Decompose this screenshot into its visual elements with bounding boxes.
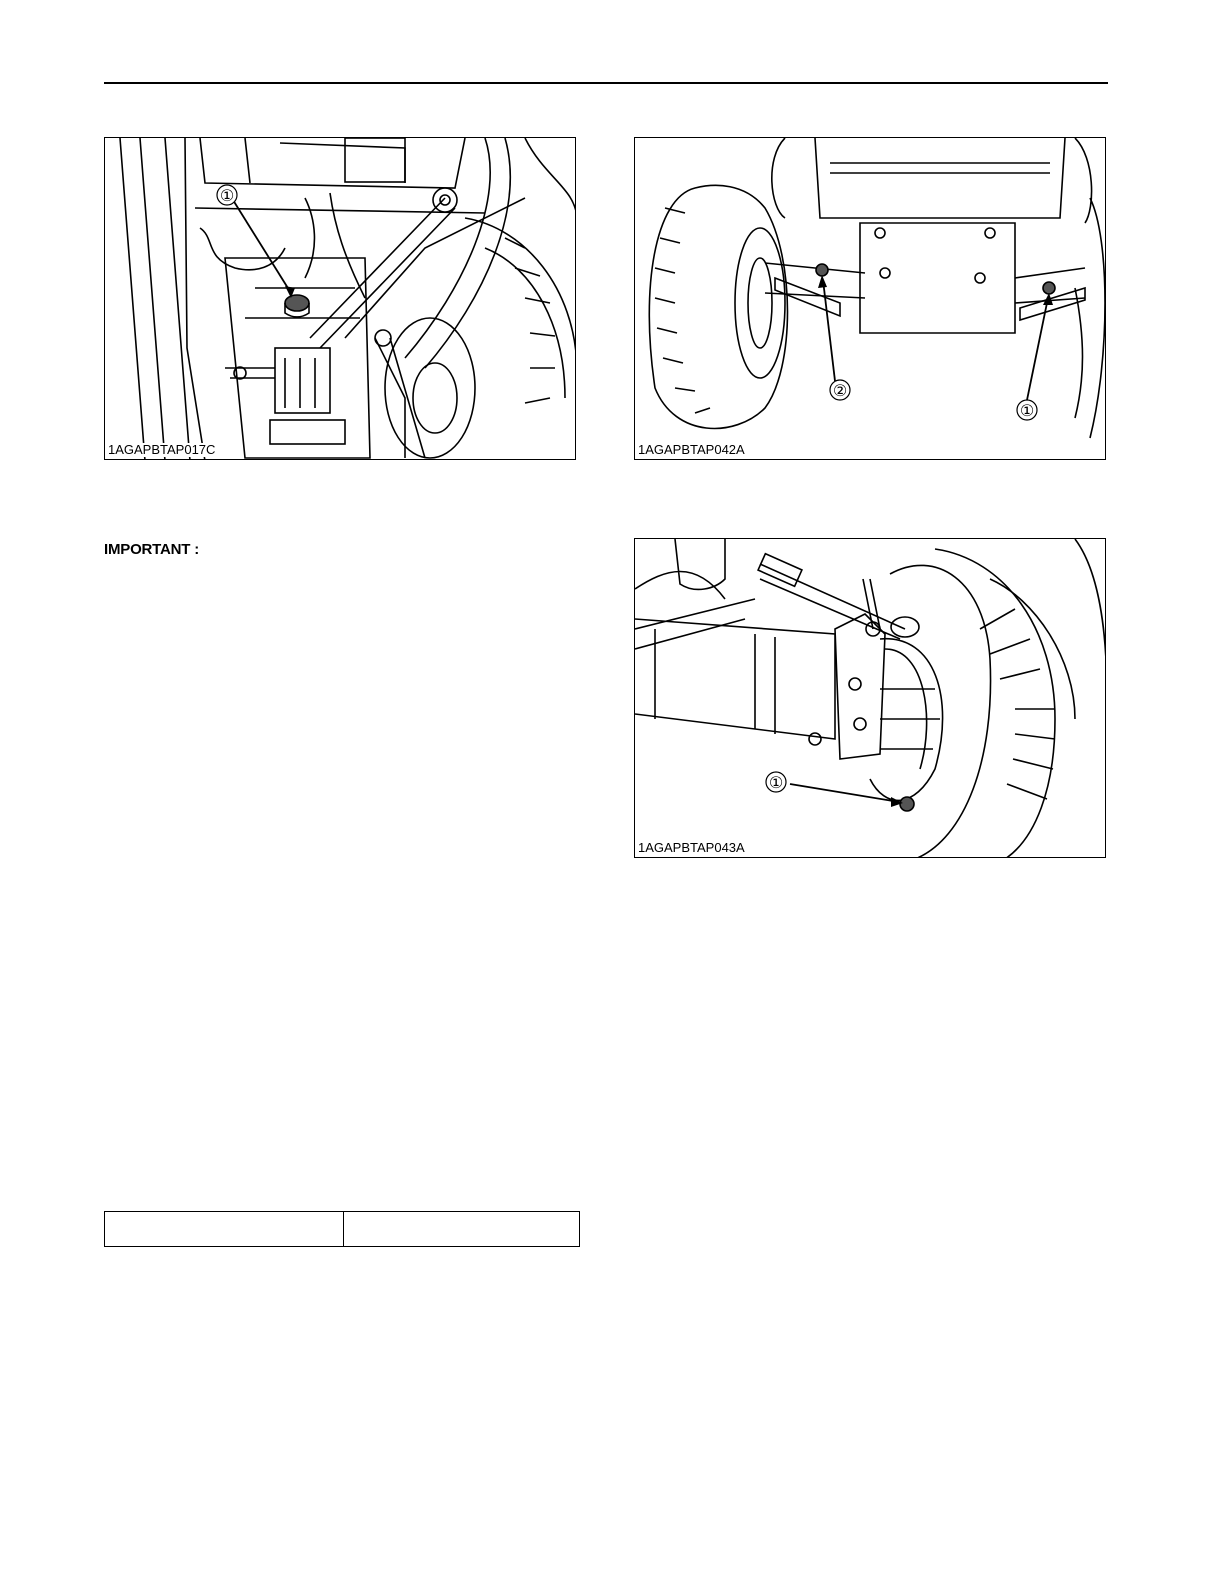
figure-transmission-fill-plug — [104, 137, 576, 460]
figure-code: 1AGAPBTAP043A — [638, 840, 745, 855]
header-rule — [104, 82, 1108, 84]
table-cell — [105, 1212, 344, 1247]
figure-code: 1AGAPBTAP017C — [108, 442, 216, 457]
transmission-illustration — [105, 138, 576, 460]
callout-1: ① — [1019, 401, 1035, 420]
spec-table — [104, 1211, 580, 1247]
gear-case-illustration — [635, 539, 1106, 858]
table-cell — [344, 1212, 580, 1247]
callout-2: ② — [832, 381, 848, 400]
table-row — [105, 1212, 580, 1247]
front-axle-illustration — [635, 138, 1106, 460]
figure-front-gear-case-plug — [634, 538, 1106, 858]
figure-front-axle-plugs — [634, 137, 1106, 460]
figure-code: 1AGAPBTAP042A — [638, 442, 745, 457]
callout-1: ① — [219, 186, 235, 205]
important-label: IMPORTANT : — [104, 541, 200, 558]
callout-1: ① — [768, 773, 784, 792]
